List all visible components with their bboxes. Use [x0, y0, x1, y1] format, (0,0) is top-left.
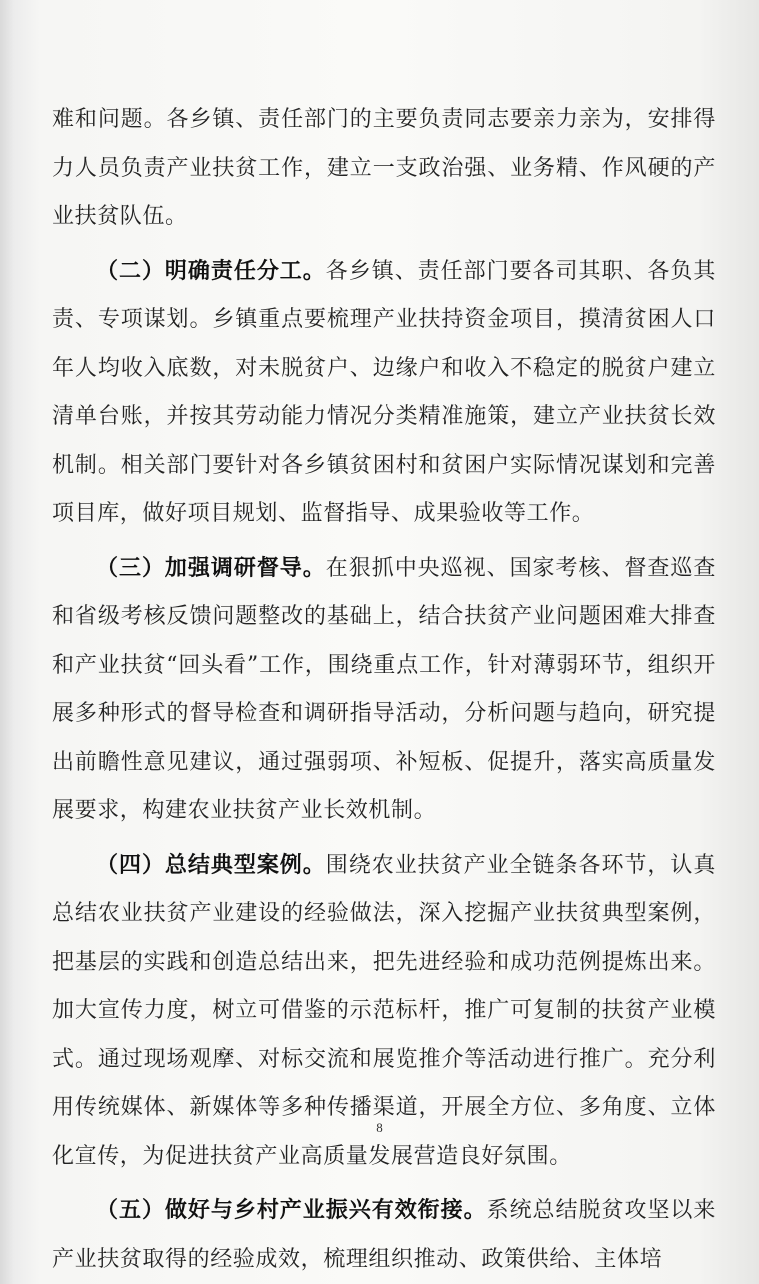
- section-supervision: [52, 545, 716, 836]
- section-heading: （五）做好与乡村产业振兴有效衔接。: [96, 1198, 487, 1223]
- section-heading: （四）总结典型案例。: [96, 852, 326, 878]
- paragraph-text: 各乡镇、责任部门要各司其职、各负其责、专项谋划。乡镇重点要梳理产业扶持资金项目，摸清贫困人口年人均收入底数，对未脱贫户、边缘户和收入不稳定的脱贫户建立清单台账，并按其劳动能力情况分类精准施策，建立产业扶贫长效机制。相关部门要针对各乡镇贫困村和贫困户实际情况谋划和完善项目库，做好项目规划、监督指导、成果验收等工作。: [52, 258, 716, 526]
- paragraph-text: 系统总结脱贫攻坚以来产业扶贫取得的经验成效，梳理组织推动、政策供给、主体培: [52, 1198, 716, 1272]
- paragraph-text: 围绕农业扶贫产业全链条各环节，认真总结农业扶贫产业建设的经验做法，深入挖掘产业扶贫典型案例，把基层的实践和创造总结出来，把先进经验和成功范例提炼出来。加大宣传力度，树立可借鉴的示范标杆，推广可复制的扶贫产业模式。通过现场观摩、对标交流和展览推介等活动进行推广。充分利用传统媒体、新媒体等多种传播渠道，开展全方位、多角度、立体化宣传，为促进扶贫产业高质量发展营造良好氛围。: [52, 852, 716, 1169]
- section-heading: （二）明确责任分工。: [96, 258, 326, 284]
- document-body: [52, 96, 716, 1284]
- paragraph-text: 在狠抓中央巡视、国家考核、督查巡查和省级考核反馈问题整改的基础上，结合扶贫产业问题困难大排查和产业扶贫“回头看”工作，围绕重点工作，针对薄弱环节，组织开展多种形式的督导检查和调研指导活动，分析问题与趋向，研究提出前瞻性意见建议，通过强弱项、补短板、促提升，落实高质量发展要求，构建农业扶贫产业长效机制。: [52, 555, 716, 823]
- section-responsibility: [52, 248, 716, 539]
- paragraph-continued: [52, 96, 716, 242]
- section-rural-revitalization: [52, 1187, 716, 1284]
- section-heading: （三）加强调研督导。: [96, 555, 326, 581]
- page-number: 8: [376, 1120, 383, 1135]
- paragraph-text: 难和问题。各乡镇、责任部门的主要负责同志要亲力亲为，安排得力人员负责产业扶贫工作，建立一支政治强、业务精、作风硬的产业扶贫队伍。: [52, 107, 716, 229]
